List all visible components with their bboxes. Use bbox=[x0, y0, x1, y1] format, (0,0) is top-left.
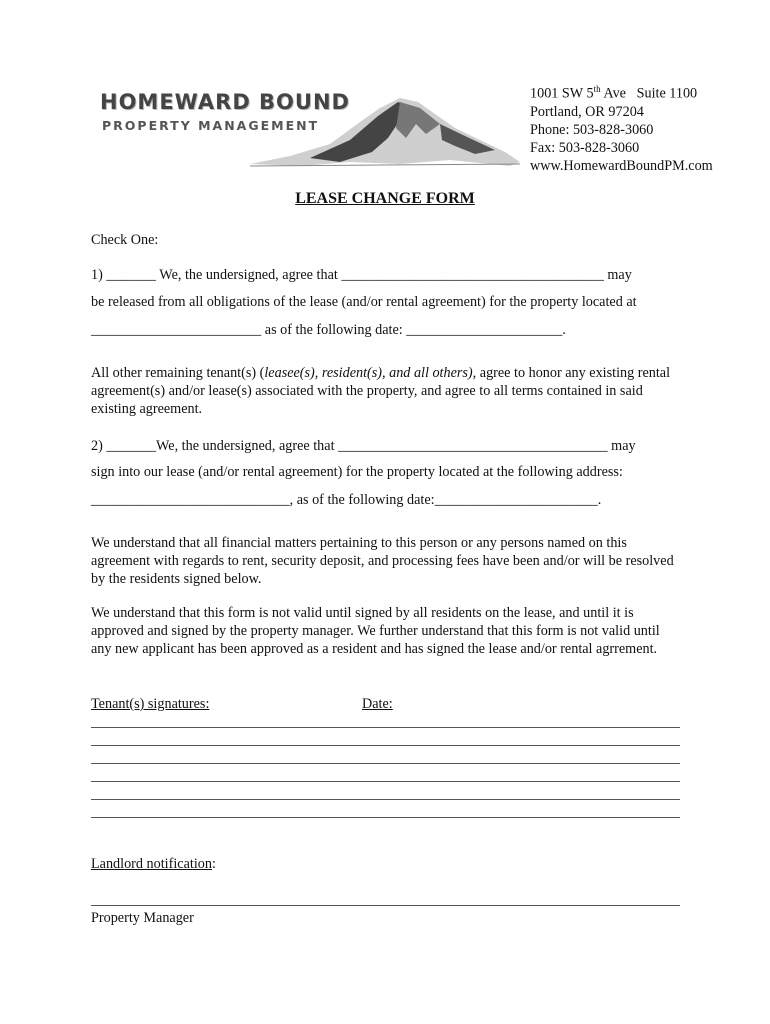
option2-line2: sign into our lease (and/or rental agreement) for the property located at the following address: bbox=[91, 464, 623, 480]
option1-line3: ________________________ as of the following date: ______________________. bbox=[91, 322, 566, 338]
check-one-label: Check One: bbox=[91, 232, 159, 248]
address-city: Portland, OR 97204 bbox=[530, 103, 644, 120]
form-title: LEASE CHANGE FORM bbox=[295, 190, 475, 207]
option1-line1: 1) _______ We, the undersigned, agree that _____________________________________ may bbox=[91, 267, 632, 283]
logo-line1: HOMEWARD BOUND bbox=[100, 90, 350, 114]
tenant-signatures-label: Tenant(s) signatures: bbox=[91, 696, 210, 712]
property-manager-signature-line[interactable] bbox=[91, 905, 680, 906]
option2-line3: ____________________________, as of the following date:_______________________. bbox=[91, 492, 602, 508]
phone-number: Phone: 503-828-3060 bbox=[530, 121, 654, 138]
address-street: 1001 SW 5th Ave Suite 1100 bbox=[530, 84, 698, 102]
company-logo bbox=[100, 90, 520, 170]
signature-line[interactable] bbox=[91, 781, 680, 782]
remaining-tenants-paragraph: All other remaining tenant(s) (leasee(s), resident(s), and all others), agree to honor any existing rental agreement(s) and/or lease(s) associated with the property, and agree to all terms contained in said existing agreement. bbox=[91, 365, 671, 417]
date-label: Date: bbox=[362, 696, 393, 712]
signature-line[interactable] bbox=[91, 799, 680, 800]
landlord-notification-label: Landlord notification: bbox=[91, 856, 216, 872]
option2-line1: 2) _______We, the undersigned, agree that ______________________________________ may bbox=[91, 438, 636, 454]
validity-paragraph: We understand that this form is not valid until signed by all residents on the lease, and until it is approved and signed by the property manager. We further understand that this form is not valid until any new applicant has been approved as a resident and has signed the lease and/or rental agrrement. bbox=[91, 605, 660, 657]
property-manager-label: Property Manager bbox=[91, 910, 194, 926]
mountain-icon bbox=[250, 94, 520, 170]
logo-line2: PROPERTY MANAGEMENT bbox=[102, 118, 320, 133]
option1-line2: be released from all obligations of the lease (and/or rental agreement) for the property located at bbox=[91, 294, 637, 310]
signature-line[interactable] bbox=[91, 817, 680, 818]
fax-number: Fax: 503-828-3060 bbox=[530, 139, 640, 156]
signature-line[interactable] bbox=[91, 763, 680, 764]
signature-line[interactable] bbox=[91, 745, 680, 746]
website: www.HomewardBoundPM.com bbox=[530, 157, 713, 174]
signature-line[interactable] bbox=[91, 727, 680, 728]
address-block bbox=[530, 80, 713, 175]
financial-paragraph: We understand that all financial matters pertaining to this person or any persons named on this agreement with regards to rent, security deposit, and processing fees have been and/or will be resolved by the residents signed below. bbox=[91, 535, 674, 587]
